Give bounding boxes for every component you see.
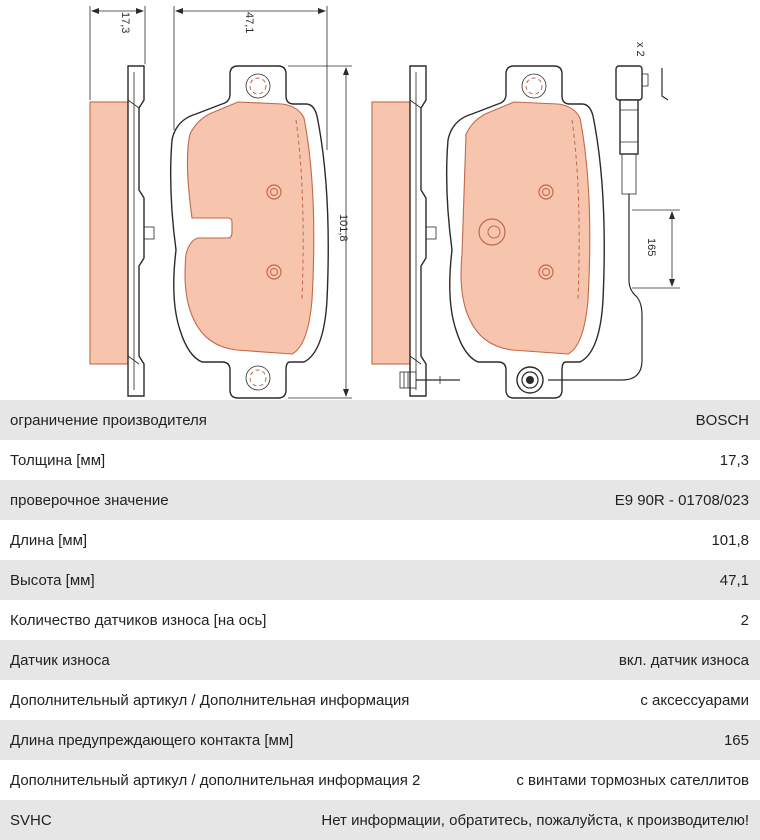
side-view-pad-1 bbox=[90, 6, 154, 396]
spec-value: 101,8 bbox=[711, 531, 749, 549]
spec-row-length bbox=[0, 520, 760, 560]
spec-value: 47,1 bbox=[719, 571, 749, 589]
sensor-quantity-label: x 2 bbox=[634, 42, 646, 57]
spec-label: проверочное значение bbox=[10, 491, 169, 509]
spec-label: Толщина [мм] bbox=[10, 451, 106, 469]
height-dimension-label: 47,1 bbox=[243, 12, 255, 34]
brake-pad-technical-drawing bbox=[0, 0, 760, 400]
spec-row-warning-contact-length bbox=[0, 720, 760, 760]
spec-row-thickness bbox=[0, 440, 760, 480]
spec-label: Длина предупреждающего контакта [мм] bbox=[10, 731, 294, 749]
spec-label: Дополнительный артикул / дополнительная информация 2 bbox=[10, 771, 421, 789]
spec-value: E9 90R - 01708/023 bbox=[614, 491, 749, 509]
spec-value: вкл. датчик износа bbox=[618, 651, 749, 669]
spec-value: 2 bbox=[740, 611, 749, 629]
spec-label: Дополнительный артикул / Дополнительная информация bbox=[10, 691, 410, 709]
side-view-pad-2 bbox=[372, 66, 460, 396]
spec-row-manufacturer-restriction bbox=[0, 400, 760, 440]
spec-label: SVHC bbox=[10, 811, 52, 829]
spec-value: 17,3 bbox=[719, 451, 749, 469]
spec-row-wear-sensor bbox=[0, 640, 760, 680]
spec-label: Длина [мм] bbox=[10, 531, 88, 549]
spec-row-additional-info bbox=[0, 680, 760, 720]
spec-value: Нет информации, обратитесь, пожалуйста, к производителю! bbox=[321, 811, 749, 829]
front-view-pad-2 bbox=[447, 66, 605, 398]
spec-row-additional-info-2 bbox=[0, 760, 760, 800]
spec-value: BOSCH bbox=[695, 411, 749, 429]
specification-table bbox=[0, 400, 760, 840]
spec-value: с винтами тормозных сателлитов bbox=[516, 771, 749, 789]
spec-label: ограничение производителя bbox=[10, 411, 207, 429]
length-dimension-label: 101,8 bbox=[337, 214, 349, 242]
spec-label: Количество датчиков износа [на ось] bbox=[10, 611, 267, 629]
spec-label: Датчик износа bbox=[10, 651, 110, 669]
spec-value: с аксессуарами bbox=[640, 691, 749, 709]
spec-value: 165 bbox=[723, 731, 749, 749]
contact-length-label: 165 bbox=[645, 238, 657, 257]
spec-row-wear-sensor-count bbox=[0, 600, 760, 640]
spec-label: Высота [мм] bbox=[10, 571, 95, 589]
front-view-pad-1 bbox=[171, 6, 352, 398]
spec-row-height bbox=[0, 560, 760, 600]
spec-row-test-mark bbox=[0, 480, 760, 520]
thickness-dimension-label: 17,3 bbox=[119, 12, 131, 34]
spec-row-svhc bbox=[0, 800, 760, 840]
